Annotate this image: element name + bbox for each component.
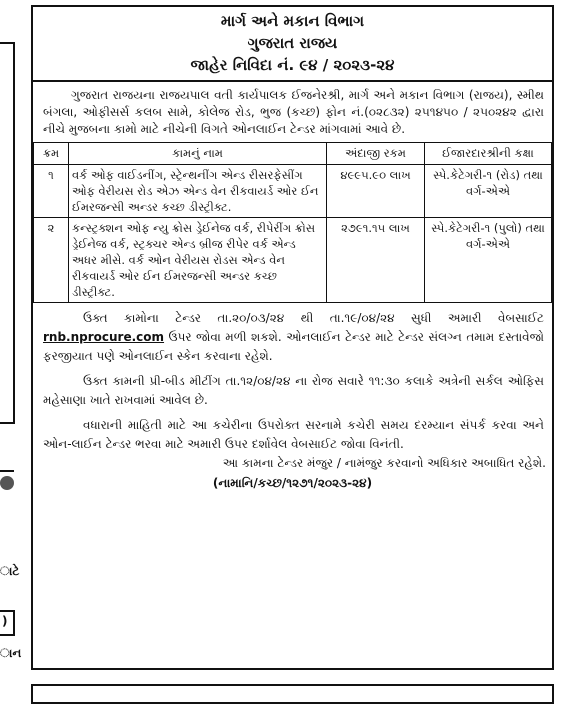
divider <box>0 470 14 472</box>
tender-notice <box>31 5 554 670</box>
header-estimated-amount: અંદાજી રકમ <box>327 143 425 165</box>
table-row <box>34 218 552 303</box>
adjacent-text-fragment: ાન <box>0 646 22 660</box>
works-table <box>33 142 552 303</box>
serial-cell: ૨ <box>34 218 69 303</box>
tender-dates-text: ઉક્ત કામોના ટેન્ડર તા.૨૦/૦૩/૨૪ થી તા.૧૯/૦૪/૨૪ સુધી અમારી વેબસાઈટ <box>83 311 544 325</box>
adjacent-text-fragment: ) <box>2 614 8 628</box>
header-contractor-class: ઈજારદારશ્રીની કક્ષા <box>425 143 552 165</box>
header-serial: ક્રમ <box>34 143 69 165</box>
adjacent-ad-border <box>0 42 15 424</box>
class-cell: સ્પે.કેટેગરી-૧ (પુલો) તથા વર્ગ-એએ <box>425 218 552 303</box>
amount-cell: ૨૭૯૧.૧૫ લાખ <box>327 218 425 303</box>
reference-number: (નામાનિ/કચ્છ/૧૨૭૧/૨૦૨૩-૨૪) <box>212 476 373 490</box>
tender-number: જાહેર નિવિદા નં. ૯૪ / ૨૦૨૩-૨૪ <box>190 56 395 74</box>
next-notice-border <box>31 684 554 704</box>
class-cell: સ્પે.કેટેગરી-૧ (રોડ) તથા વર્ગ-એએ <box>425 165 552 218</box>
header-work-name: કામનું નામ <box>69 143 327 165</box>
notice-header <box>33 7 552 82</box>
tender-dates-paragraph <box>43 309 544 366</box>
work-name-cell: કન્સ્ટ્રક્શન ઓફ ન્યુ ક્રોસ ડ્રેઈનેજ વર્ક, રીપેરીંગ ક્રોસ ડ્રેઈનેજ વર્ક, સ્ટ્રક્ચર એન્ડ બ્રીજ રીપેર વર્ક એન્ડ અધર મીસે. વર્ક ઓન વેરીયસ રોડસ એન્ડ વેન રીકવાયર્ડ ઓર ઈન ઈમરજન્સી અન્ડર કચ્છ ડીસ્ટ્રીક્ટ. <box>69 218 327 303</box>
adjacent-logo-fragment <box>0 476 14 490</box>
body-paragraphs <box>33 309 552 454</box>
amount-cell: ૪૯૯૫.૯૦ લાખ <box>327 165 425 218</box>
adjacent-column-strip <box>0 0 22 698</box>
pre-bid-paragraph: ઉક્ત કામની પ્રી-બીડ મીટીંગ તા.૧૨/૦૪/૨૪ ના રોજ સવારે ૧૧:૩૦ કલાકે અત્રેની સર્કલ ઓફિસ મહેસાણા ખાતે રાખવામાં આવેલ છે. <box>43 374 544 407</box>
adjacent-text-fragment: ાટે <box>0 564 20 578</box>
department-title: માર્ગ અને મકાન વિભાગ <box>220 12 365 30</box>
contact-paragraph: વધારાની માહિતી માટે આ કચેરીના ઉપરોક્ત સરનામે કચેરી સમય દરમ્યાન સંપર્ક કરવા અને ઓન-લાઈન ટેન્ડર ભરવા માટે અમારી ઉપર દર્શાવેલ વેબસાઈટ જોવા વિનંતી. <box>43 418 544 451</box>
closing-statement: આ કામના ટેન્ડર મંજુર / નામંજુર કરવાનો અધિકાર અબાધિત રહેશે. <box>222 456 546 470</box>
serial-cell: ૧ <box>34 165 69 218</box>
state-title: ગુજરાત રાજય <box>247 34 338 52</box>
tender-dates-text-end: ઉપર જોવા મળી શકશે. ઓનલાઈન ટેન્ડર માટે ટેન્ડર સંલગ્ન તમામ દસ્તાવેજો ફરજીયાત પણે ઓનલાઈન સ્કેન કરવાના રહેશે. <box>43 330 544 363</box>
table-row <box>34 165 552 218</box>
intro-paragraph <box>33 82 552 142</box>
website-link[interactable]: rnb.nprocure.com <box>43 330 165 344</box>
work-name-cell: વર્ક ઓફ વાઈડનીંગ, સ્ટ્રેન્થનીંગ એન્ડ રીસરફેસીંગ ઓફ વેરીયસ રોડ એઝ એન્ડ વેન રીકવાયર્ડ ઓર ઈન ઈમરજન્સી અન્ડર કચ્છ ડીસ્ટ્રીક્ટ. <box>69 165 327 218</box>
table-header-row <box>34 143 552 165</box>
intro-text: ગુજરાત રાજયના રાજયપાલ વતી કાર્યપાલક ઈજનેરશ્રી, માર્ગ અને મકાન વિભાગ (રાજય), સ્મીથ બંગલા, ઓફીસર્સ કલબ સામે, કોલેજ રોડ, ભુજ (કચ્છ) ફોન નં.(૦૨૮૩૨) ૨૫૧૪૫૦ / ૨૫૦૨૪૨ દ્વારા નીચે મુજબના કામો માટે નીચેની વિગતે ઓનલાઈન ટેન્ડર માંગવામાં આવે છે. <box>43 88 544 136</box>
